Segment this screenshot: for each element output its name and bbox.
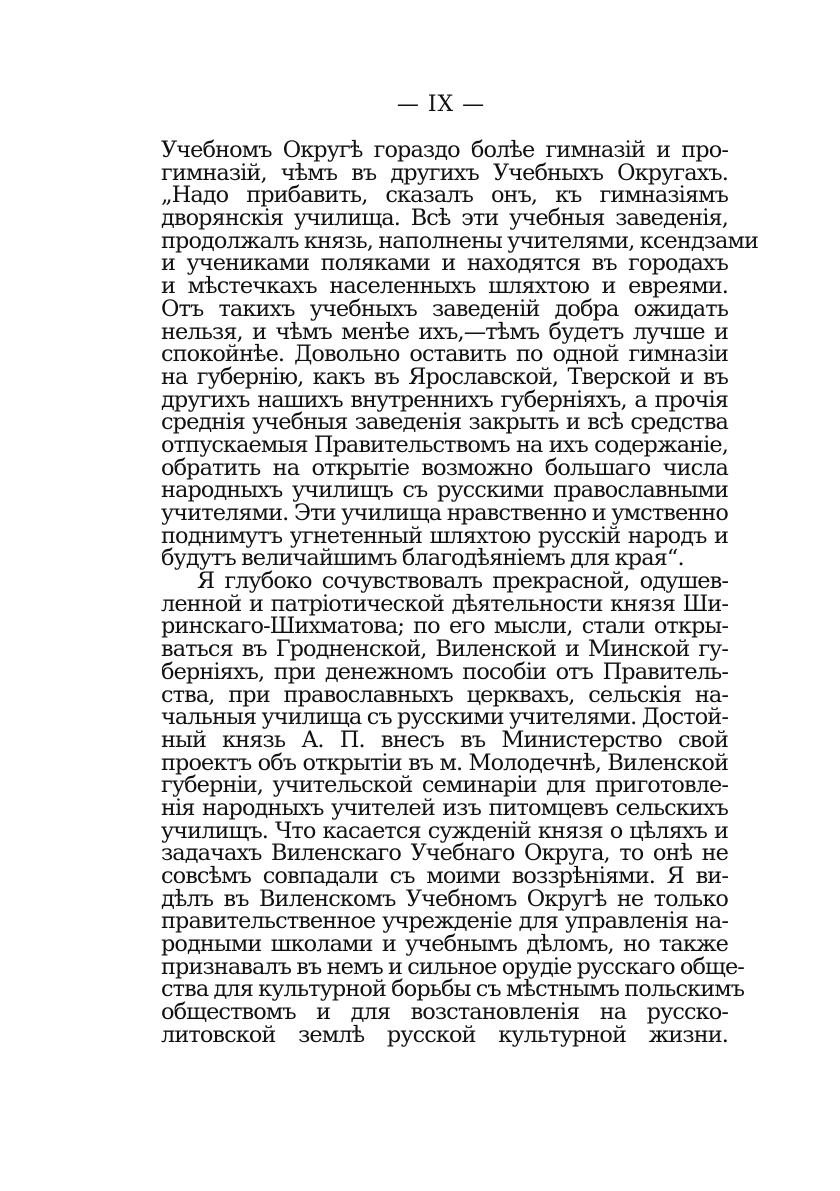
text-line: на губернію, какъ въ Ярославской, Тверской и въ bbox=[161, 363, 728, 390]
body-text bbox=[161, 137, 759, 1048]
text-line: губерніи, учительской семинаріи для приготовле- bbox=[161, 772, 728, 799]
text-line: продолжалъ князь, наполнены учителями, ксендзами bbox=[161, 227, 759, 254]
text-line: другихъ нашихъ внутреннихъ губерніяхъ, а прочія bbox=[161, 386, 728, 413]
text-line: родными школами и учебнымъ дѣломъ, но также bbox=[161, 931, 728, 958]
text-line: отпускаемыя Правительствомъ на ихъ содержаніе, bbox=[161, 431, 728, 458]
text-line: проектъ объ открытіи въ м. Молодечнѣ, Виленской bbox=[161, 749, 728, 776]
text-line: нельзя, и чѣмъ менѣе ихъ,—тѣмъ будетъ лучше и bbox=[161, 318, 728, 345]
text-line: ный князь А. П. внесъ въ Министерство свой bbox=[161, 726, 728, 753]
text-line: правительственное учрежденіе для управленія на- bbox=[161, 908, 728, 935]
text-line: среднія учебныя заведенія закрыть и всѣ средства bbox=[161, 409, 728, 436]
text-line: ства, при православныхъ церквахъ, сельскія на- bbox=[161, 681, 728, 708]
text-line: чальныя училища съ русскими учителями. Достой- bbox=[161, 704, 728, 731]
text-line: Я глубоко сочувствовалъ прекрасной, одушев- bbox=[197, 568, 728, 595]
text-line: совсѣмъ совпадали съ моими воззрѣніями. Я ви- bbox=[161, 863, 728, 889]
text-line: будутъ величайшимъ благодѣяніемъ для края“. bbox=[161, 545, 684, 572]
text-line: ства для культурной борьбы съ мѣстнымъ польскимъ bbox=[161, 976, 745, 1003]
text-line: обратить на открытіе возможно большаго числа bbox=[161, 454, 728, 481]
text-line: ринскаго-Шихматова; по его мысли, стали откры- bbox=[161, 613, 728, 640]
text-line: берніяхъ, при денежномъ пособіи отъ Правитель- bbox=[161, 658, 728, 685]
text-line: и мѣстечкахъ населенныхъ шляхтою и евреями. bbox=[161, 273, 728, 300]
page-number: — IX — bbox=[396, 92, 486, 117]
text-line: спокойнѣе. Довольно оставить по одной гимназіи bbox=[161, 341, 728, 368]
text-line: обществомъ и для возстановленія на русско- bbox=[161, 999, 728, 1026]
text-line: гимназій, чѣмъ въ другихъ Учебныхъ Округахъ. bbox=[161, 159, 728, 186]
text-line: дворянскія училища. Всѣ эти учебныя заведенія, bbox=[161, 205, 728, 232]
text-line: литовской землѣ русской культурной жизни. bbox=[161, 1021, 728, 1048]
text-line: учителями. Эти училища нравственно и умственно bbox=[161, 500, 728, 526]
text-line: поднимутъ угнетенный шляхтою русскій народъ и bbox=[161, 522, 728, 549]
text-line: нія народныхъ учителей изъ питомцевъ сельскихъ bbox=[161, 794, 728, 821]
text-line: ленной и патріотической дѣятельности князя Ши- bbox=[161, 590, 728, 617]
text-line: „Надо прибавить, сказалъ онъ, къ гимназіямъ bbox=[161, 182, 728, 209]
text-line: дѣлъ въ Виленскомъ Учебномъ Округѣ не только bbox=[161, 885, 728, 912]
text-line: училищъ. Что касается сужденій князя о цѣляхъ и bbox=[161, 817, 728, 844]
text-line: Отъ такихъ учебныхъ заведеній добра ожидать bbox=[161, 295, 728, 322]
text-line: и учениками поляками и находятся въ городахъ bbox=[161, 250, 728, 277]
text-line: народныхъ училищъ съ русскими православными bbox=[161, 477, 728, 504]
text-line: ваться въ Гродненской, Виленской и Минской гу- bbox=[161, 636, 728, 663]
text-line: Учебномъ Округѣ гораздо болѣе гимназій и про- bbox=[161, 137, 728, 163]
text-line: признавалъ въ немъ и сильное орудіе русскаго обще- bbox=[161, 953, 744, 980]
text-line: задачахъ Виленскаго Учебнаго Округа, то онѣ не bbox=[161, 840, 728, 867]
